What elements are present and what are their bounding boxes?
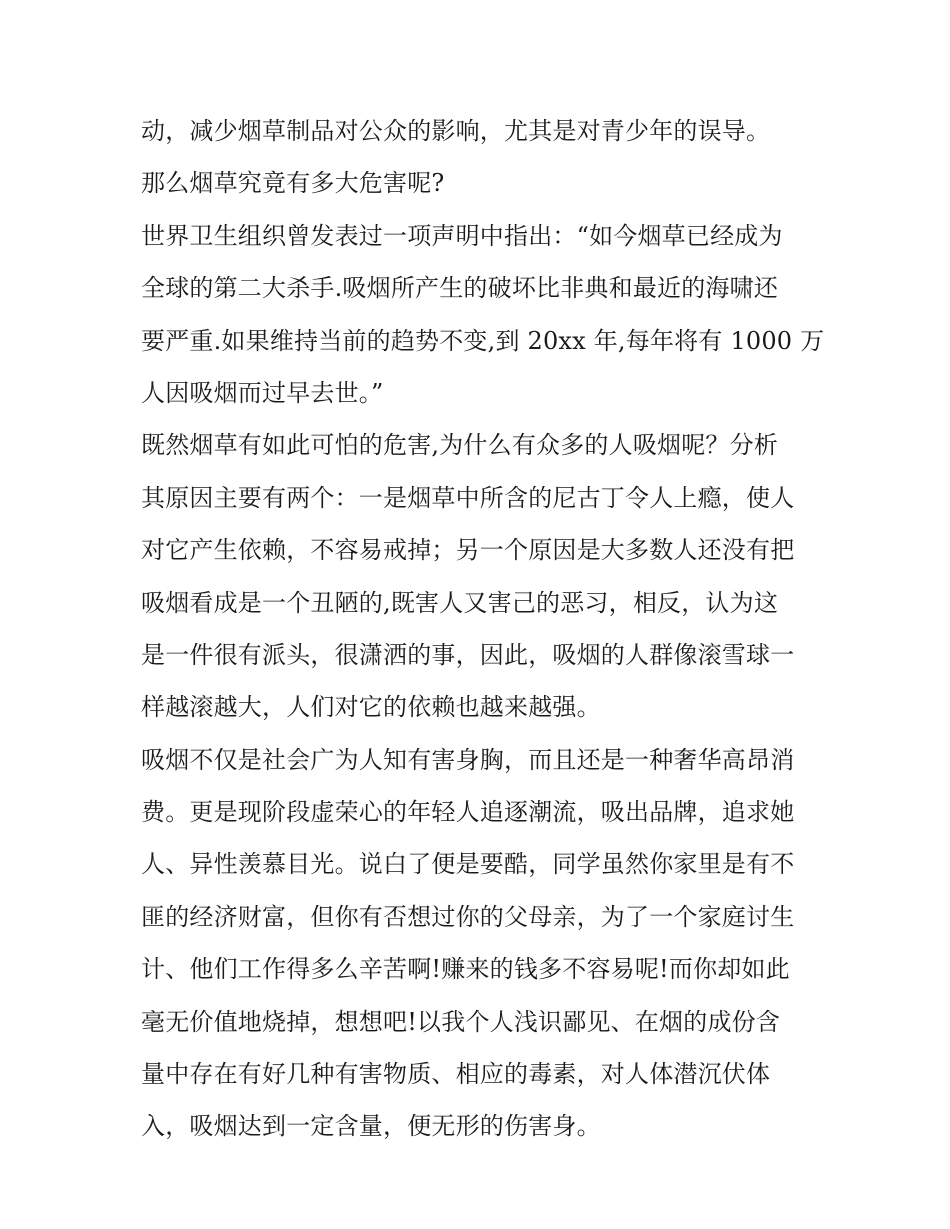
text-line: 毫无价值地烧掉，想想吧!以我个人浅识鄙见、在烟的成份含 <box>141 1007 781 1036</box>
text-line: 其原因主要有两个：一是烟草中所含的尼古丁令人上瘾，使人 <box>141 483 795 512</box>
text-line: 那么烟草究竟有多大危害呢? <box>141 169 445 198</box>
text-line: 匪的经济财富，但你有否想过你的父母亲，为了一个家庭讨生 <box>141 902 795 931</box>
text-line: 人、异性羡慕目光。说白了便是要酷，同学虽然你家里是有不 <box>141 850 795 879</box>
text-line: 吸烟看成是一个丑陋的,既害人又害己的恶习，相反，认为这 <box>141 588 779 617</box>
text-line: 样越滚越大，人们对它的依赖也越来越强。 <box>141 693 601 722</box>
text-line: 人因吸烟而过早去世。” <box>141 378 384 407</box>
text-line: 既然烟草有如此可怕的危害,为什么有众多的人吸烟呢？分析 <box>141 431 779 460</box>
text-line: 要严重.如果维持当前的趋势不变,到 20xx 年,每年将有 1000 万 <box>141 326 825 355</box>
text-line: 动，减少烟草制品对公众的影响，尤其是对青少年的误导。 <box>141 117 771 145</box>
text-line: 是一件很有派头，很潇洒的事，因此，吸烟的人群像滚雪球一 <box>141 640 795 669</box>
text-line: 对它产生依赖，不容易戒掉；另一个原因是大多数人还没有把 <box>141 536 795 565</box>
text-line: 吸烟不仅是社会广为人知有害身胸，而且还是一种奢华高昂消 <box>141 745 795 774</box>
text-line: 入，吸烟达到一定含量，便无形的伤害身。 <box>141 1112 601 1141</box>
body-text <box>141 105 825 1153</box>
text-line: 世界卫生组织曾发表过一项声明中指出：“如今烟草已经成为 <box>141 221 783 250</box>
text-line: 费。更是现阶段虚荣心的年轻人追逐潮流，吸出品牌，追求她 <box>141 798 795 827</box>
text-line: 计、他们工作得多么辛苦啊!赚来的钱多不容易呢!而你却如此 <box>141 955 790 984</box>
text-line: 全球的第二大杀手.吸烟所产生的破坏比非典和最近的海啸还 <box>141 274 779 303</box>
text-line: 量中存在有好几种有害物质、相应的毒素，对人体潜沉伏体 <box>141 1060 771 1089</box>
